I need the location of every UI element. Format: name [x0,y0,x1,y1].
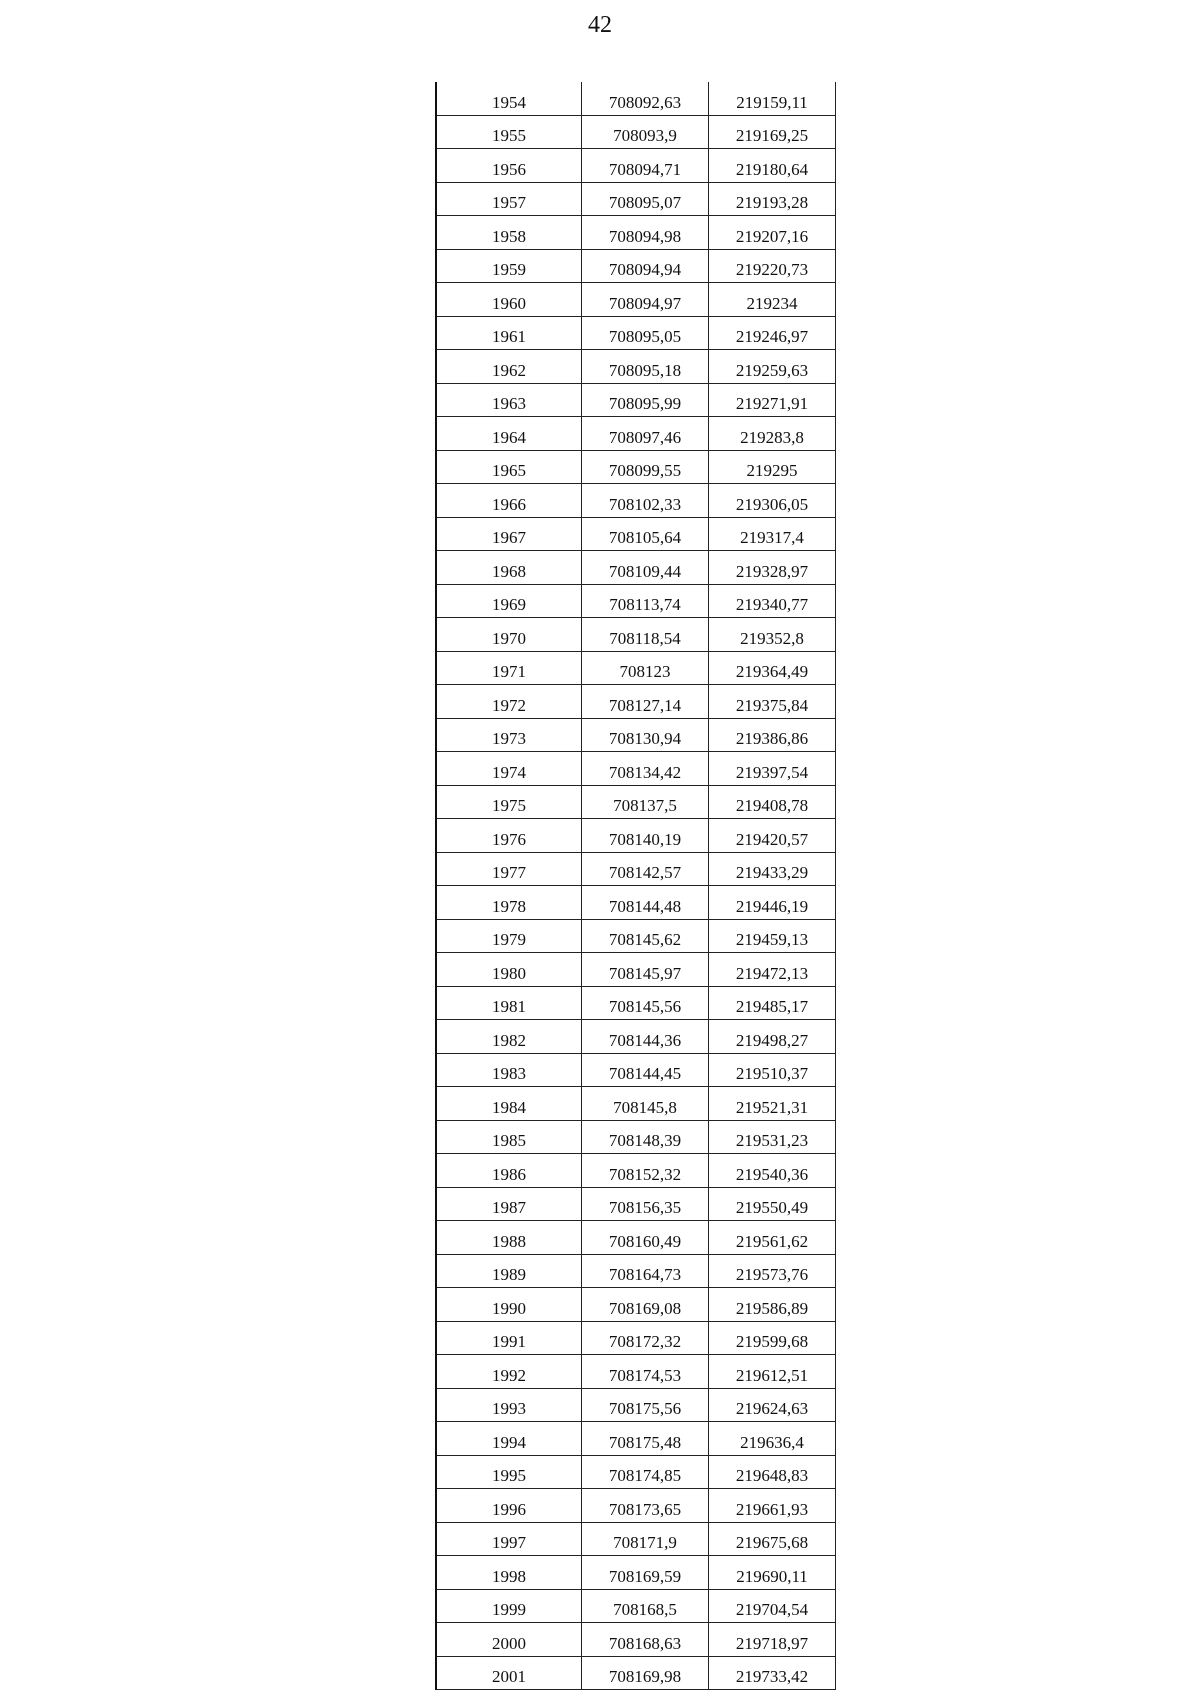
y-value-cell: 219271,91 [709,383,836,417]
year-cell: 1975 [436,785,582,819]
x-value-cell: 708145,97 [582,953,709,987]
x-value-cell: 708168,5 [582,1589,709,1623]
table-row [436,383,836,417]
year-cell: 1970 [436,618,582,652]
coordinates-table [435,82,836,1690]
year-cell: 1998 [436,1556,582,1590]
y-value-cell: 219169,25 [709,115,836,149]
x-value-cell: 708137,5 [582,785,709,819]
table-row [436,886,836,920]
year-cell: 1960 [436,283,582,317]
y-value-cell: 219234 [709,283,836,317]
table-row [436,1422,836,1456]
x-value-cell: 708145,62 [582,919,709,953]
table-row [436,149,836,183]
x-value-cell: 708172,32 [582,1321,709,1355]
x-value-cell: 708144,48 [582,886,709,920]
x-value-cell: 708097,46 [582,417,709,451]
y-value-cell: 219550,49 [709,1187,836,1221]
year-cell: 1996 [436,1489,582,1523]
x-value-cell: 708095,07 [582,182,709,216]
year-cell: 1954 [436,82,582,115]
year-cell: 1982 [436,1020,582,1054]
year-cell: 1972 [436,685,582,719]
y-value-cell: 219246,97 [709,316,836,350]
year-cell: 1965 [436,450,582,484]
x-value-cell: 708142,57 [582,852,709,886]
table-row [436,350,836,384]
y-value-cell: 219531,23 [709,1120,836,1154]
table-row [436,685,836,719]
y-value-cell: 219397,54 [709,752,836,786]
year-cell: 1974 [436,752,582,786]
x-value-cell: 708169,08 [582,1288,709,1322]
y-value-cell: 219510,37 [709,1053,836,1087]
y-value-cell: 219352,8 [709,618,836,652]
x-value-cell: 708169,98 [582,1656,709,1690]
y-value-cell: 219561,62 [709,1221,836,1255]
y-value-cell: 219306,05 [709,484,836,518]
year-cell: 1985 [436,1120,582,1154]
x-value-cell: 708092,63 [582,82,709,115]
y-value-cell: 219193,28 [709,182,836,216]
year-cell: 1968 [436,551,582,585]
x-value-cell: 708094,98 [582,216,709,250]
table-row [436,1120,836,1154]
y-value-cell: 219159,11 [709,82,836,115]
table-row [436,182,836,216]
y-value-cell: 219521,31 [709,1087,836,1121]
table-row [436,1321,836,1355]
table-row [436,1221,836,1255]
table-row [436,1489,836,1523]
table-row [436,1522,836,1556]
table-body [436,82,836,1690]
y-value-cell: 219498,27 [709,1020,836,1054]
year-cell: 1961 [436,316,582,350]
y-value-cell: 219386,86 [709,718,836,752]
x-value-cell: 708095,99 [582,383,709,417]
table-row [436,819,836,853]
year-cell: 1964 [436,417,582,451]
table-row [436,919,836,953]
x-value-cell: 708095,18 [582,350,709,384]
year-cell: 1991 [436,1321,582,1355]
table-row [436,283,836,317]
y-value-cell: 219375,84 [709,685,836,719]
table-row [436,718,836,752]
x-value-cell: 708095,05 [582,316,709,350]
x-value-cell: 708168,63 [582,1623,709,1657]
table-row [436,115,836,149]
y-value-cell: 219675,68 [709,1522,836,1556]
y-value-cell: 219408,78 [709,785,836,819]
y-value-cell: 219704,54 [709,1589,836,1623]
y-value-cell: 219207,16 [709,216,836,250]
table-row [436,1154,836,1188]
x-value-cell: 708094,94 [582,249,709,283]
x-value-cell: 708102,33 [582,484,709,518]
year-cell: 1976 [436,819,582,853]
year-cell: 1993 [436,1388,582,1422]
table-row [436,1556,836,1590]
x-value-cell: 708105,64 [582,517,709,551]
y-value-cell: 219180,64 [709,149,836,183]
table-row [436,1020,836,1054]
table-row [436,1254,836,1288]
x-value-cell: 708109,44 [582,551,709,585]
y-value-cell: 219661,93 [709,1489,836,1523]
table-row [436,1455,836,1489]
table-row [436,1355,836,1389]
year-cell: 1979 [436,919,582,953]
table-row [436,752,836,786]
y-value-cell: 219612,51 [709,1355,836,1389]
y-value-cell: 219586,89 [709,1288,836,1322]
year-cell: 1967 [436,517,582,551]
year-cell: 1977 [436,852,582,886]
x-value-cell: 708113,74 [582,584,709,618]
table-row [436,785,836,819]
y-value-cell: 219573,76 [709,1254,836,1288]
x-value-cell: 708160,49 [582,1221,709,1255]
table-row [436,1388,836,1422]
year-cell: 1966 [436,484,582,518]
x-value-cell: 708171,9 [582,1522,709,1556]
y-value-cell: 219485,17 [709,986,836,1020]
x-value-cell: 708118,54 [582,618,709,652]
year-cell: 1978 [436,886,582,920]
table-row [436,852,836,886]
x-value-cell: 708130,94 [582,718,709,752]
table-row [436,216,836,250]
y-value-cell: 219540,36 [709,1154,836,1188]
table-row [436,651,836,685]
table-row [436,1053,836,1087]
year-cell: 1997 [436,1522,582,1556]
table-row [436,417,836,451]
table-row [436,1187,836,1221]
y-value-cell: 219259,63 [709,350,836,384]
year-cell: 1955 [436,115,582,149]
table-row [436,517,836,551]
year-cell: 1987 [436,1187,582,1221]
year-cell: 2000 [436,1623,582,1657]
x-value-cell: 708127,14 [582,685,709,719]
y-value-cell: 219636,4 [709,1422,836,1456]
year-cell: 1992 [436,1355,582,1389]
table-row [436,953,836,987]
x-value-cell: 708175,56 [582,1388,709,1422]
table-row [436,1288,836,1322]
y-value-cell: 219317,4 [709,517,836,551]
year-cell: 1988 [436,1221,582,1255]
x-value-cell: 708164,73 [582,1254,709,1288]
year-cell: 1995 [436,1455,582,1489]
x-value-cell: 708094,97 [582,283,709,317]
year-cell: 1963 [436,383,582,417]
year-cell: 1981 [436,986,582,1020]
table-row [436,1656,836,1690]
year-cell: 1958 [436,216,582,250]
x-value-cell: 708144,45 [582,1053,709,1087]
y-value-cell: 219446,19 [709,886,836,920]
y-value-cell: 219433,29 [709,852,836,886]
table-row [436,618,836,652]
year-cell: 1999 [436,1589,582,1623]
year-cell: 1990 [436,1288,582,1322]
x-value-cell: 708174,85 [582,1455,709,1489]
y-value-cell: 219648,83 [709,1455,836,1489]
year-cell: 1973 [436,718,582,752]
y-value-cell: 219690,11 [709,1556,836,1590]
table-row [436,551,836,585]
x-value-cell: 708152,32 [582,1154,709,1188]
x-value-cell: 708145,8 [582,1087,709,1121]
y-value-cell: 219283,8 [709,417,836,451]
y-value-cell: 219364,49 [709,651,836,685]
x-value-cell: 708148,39 [582,1120,709,1154]
page-number: 42 [588,12,612,38]
y-value-cell: 219624,63 [709,1388,836,1422]
x-value-cell: 708156,35 [582,1187,709,1221]
x-value-cell: 708093,9 [582,115,709,149]
x-value-cell: 708140,19 [582,819,709,853]
x-value-cell: 708173,65 [582,1489,709,1523]
year-cell: 1983 [436,1053,582,1087]
x-value-cell: 708175,48 [582,1422,709,1456]
y-value-cell: 219718,97 [709,1623,836,1657]
table-row [436,316,836,350]
x-value-cell: 708174,53 [582,1355,709,1389]
table-row [436,82,836,115]
table-row [436,484,836,518]
year-cell: 1980 [436,953,582,987]
table-row [436,450,836,484]
year-cell: 1986 [436,1154,582,1188]
y-value-cell: 219733,42 [709,1656,836,1690]
year-cell: 1959 [436,249,582,283]
y-value-cell: 219459,13 [709,919,836,953]
x-value-cell: 708123 [582,651,709,685]
x-value-cell: 708134,42 [582,752,709,786]
year-cell: 1956 [436,149,582,183]
year-cell: 1994 [436,1422,582,1456]
table-row [436,1087,836,1121]
x-value-cell: 708145,56 [582,986,709,1020]
x-value-cell: 708099,55 [582,450,709,484]
y-value-cell: 219328,97 [709,551,836,585]
y-value-cell: 219220,73 [709,249,836,283]
year-cell: 2001 [436,1656,582,1690]
y-value-cell: 219420,57 [709,819,836,853]
year-cell: 1969 [436,584,582,618]
x-value-cell: 708094,71 [582,149,709,183]
year-cell: 1984 [436,1087,582,1121]
y-value-cell: 219340,77 [709,584,836,618]
table-row [436,1589,836,1623]
table-row [436,584,836,618]
y-value-cell: 219472,13 [709,953,836,987]
table-row [436,1623,836,1657]
y-value-cell: 219599,68 [709,1321,836,1355]
table-row [436,249,836,283]
year-cell: 1971 [436,651,582,685]
year-cell: 1989 [436,1254,582,1288]
table-row [436,986,836,1020]
x-value-cell: 708169,59 [582,1556,709,1590]
year-cell: 1962 [436,350,582,384]
y-value-cell: 219295 [709,450,836,484]
year-cell: 1957 [436,182,582,216]
x-value-cell: 708144,36 [582,1020,709,1054]
